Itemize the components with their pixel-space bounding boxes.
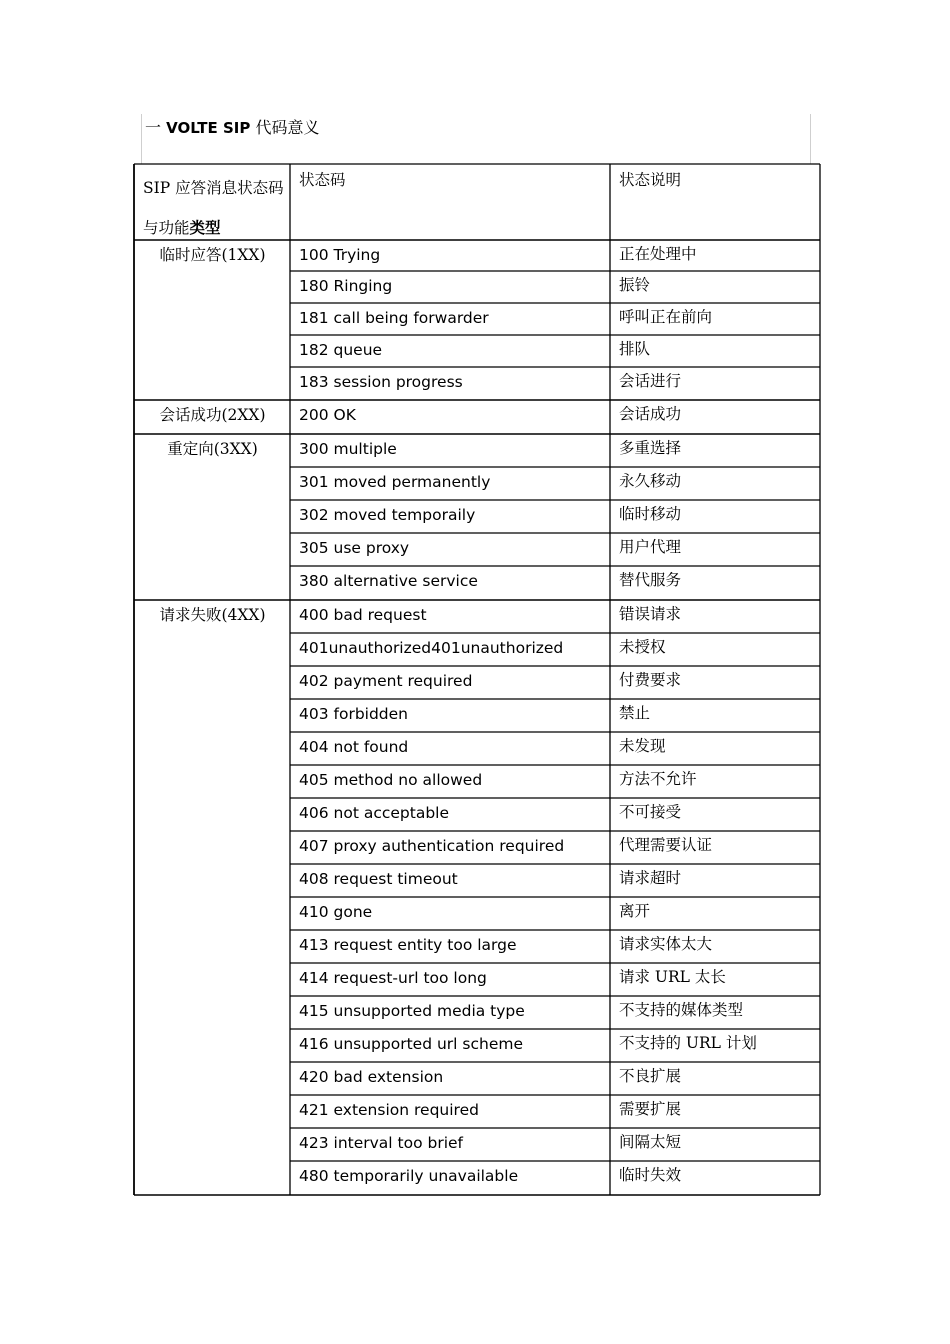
status-code: 180 Ringing <box>299 277 393 295</box>
category-label: 会话成功(2XX) <box>159 406 266 424</box>
category-label: 请求失败(4XX) <box>159 606 266 624</box>
status-description: 请求实体太大 <box>619 935 713 953</box>
status-code: 200 OK <box>299 406 356 424</box>
status-description: 付费要求 <box>619 671 682 689</box>
status-code: 414 request-url too long <box>299 969 487 987</box>
header-code: 状态码 <box>299 171 346 189</box>
status-description: 请求 URL 太长 <box>619 968 726 986</box>
status-description: 代理需要认证 <box>619 836 713 854</box>
status-code: 404 not found <box>299 738 409 756</box>
status-code: 402 payment required <box>299 672 473 690</box>
status-description: 离开 <box>619 902 651 920</box>
title-suffix: 代码意义 <box>250 118 320 137</box>
status-description: 振铃 <box>619 276 651 294</box>
status-code: 415 unsupported media type <box>299 1002 525 1020</box>
status-description: 不良扩展 <box>619 1067 682 1085</box>
status-description: 永久移动 <box>619 472 682 490</box>
status-code: 183 session progress <box>299 373 463 391</box>
status-code: 301 moved permanently <box>299 473 491 491</box>
status-description: 不支持的媒体类型 <box>619 1001 744 1019</box>
status-description: 方法不允许 <box>619 770 697 788</box>
status-code: 410 gone <box>299 903 373 921</box>
status-code: 302 moved temporaily <box>299 506 476 524</box>
status-description: 未发现 <box>619 737 666 755</box>
status-description: 临时移动 <box>619 505 682 523</box>
status-description: 需要扩展 <box>619 1100 682 1118</box>
status-description: 用户代理 <box>619 538 682 556</box>
status-code: 403 forbidden <box>299 705 409 723</box>
header-category-text: SIP 应答消息状态码与功能 <box>143 179 284 237</box>
status-description: 禁止 <box>619 704 651 722</box>
status-description: 错误请求 <box>619 605 682 623</box>
status-code: 413 request entity too large <box>299 936 517 954</box>
status-code: 182 queue <box>299 341 383 359</box>
header-description: 状态说明 <box>619 171 682 189</box>
status-description: 替代服务 <box>619 571 682 589</box>
status-code: 407 proxy authentication required <box>299 837 565 855</box>
status-code: 100 Trying <box>299 246 381 264</box>
status-code: 420 bad extension <box>299 1068 444 1086</box>
title-prefix: 一 <box>145 118 167 137</box>
status-description: 多重选择 <box>619 439 682 457</box>
status-description: 间隔太短 <box>619 1133 682 1151</box>
status-code: 416 unsupported url scheme <box>299 1035 523 1053</box>
status-code: 406 not acceptable <box>299 804 449 822</box>
status-description: 请求超时 <box>619 869 682 887</box>
status-code: 408 request timeout <box>299 870 458 888</box>
status-code: 480 temporarily unavailable <box>299 1167 519 1185</box>
header-category-bold: 类型 <box>189 218 221 237</box>
status-code: 300 multiple <box>299 440 397 458</box>
status-description: 临时失效 <box>619 1166 682 1184</box>
status-description: 排队 <box>619 340 651 358</box>
status-code: 305 use proxy <box>299 539 410 557</box>
status-code: 400 bad request <box>299 606 427 624</box>
status-code: 181 call being forwarder <box>299 309 489 327</box>
status-description: 未授权 <box>619 638 666 656</box>
status-code: 405 method no allowed <box>299 771 483 789</box>
status-description: 不可接受 <box>619 803 682 821</box>
category-label: 重定向(3XX) <box>167 440 258 458</box>
status-code: 421 extension required <box>299 1101 479 1119</box>
status-code: 423 interval too brief <box>299 1134 464 1152</box>
status-code: 401unauthorized401unauthorized <box>299 639 564 657</box>
status-description: 呼叫正在前向 <box>619 308 713 326</box>
status-description: 不支持的 URL 计划 <box>619 1034 757 1052</box>
category-label: 临时应答(1XX) <box>159 246 266 264</box>
status-description: 会话成功 <box>619 405 682 423</box>
status-description: 正在处理中 <box>619 245 697 263</box>
status-code: 380 alternative service <box>299 572 478 590</box>
title-bold: VOLTE SIP <box>166 119 251 137</box>
status-description: 会话进行 <box>619 372 682 390</box>
